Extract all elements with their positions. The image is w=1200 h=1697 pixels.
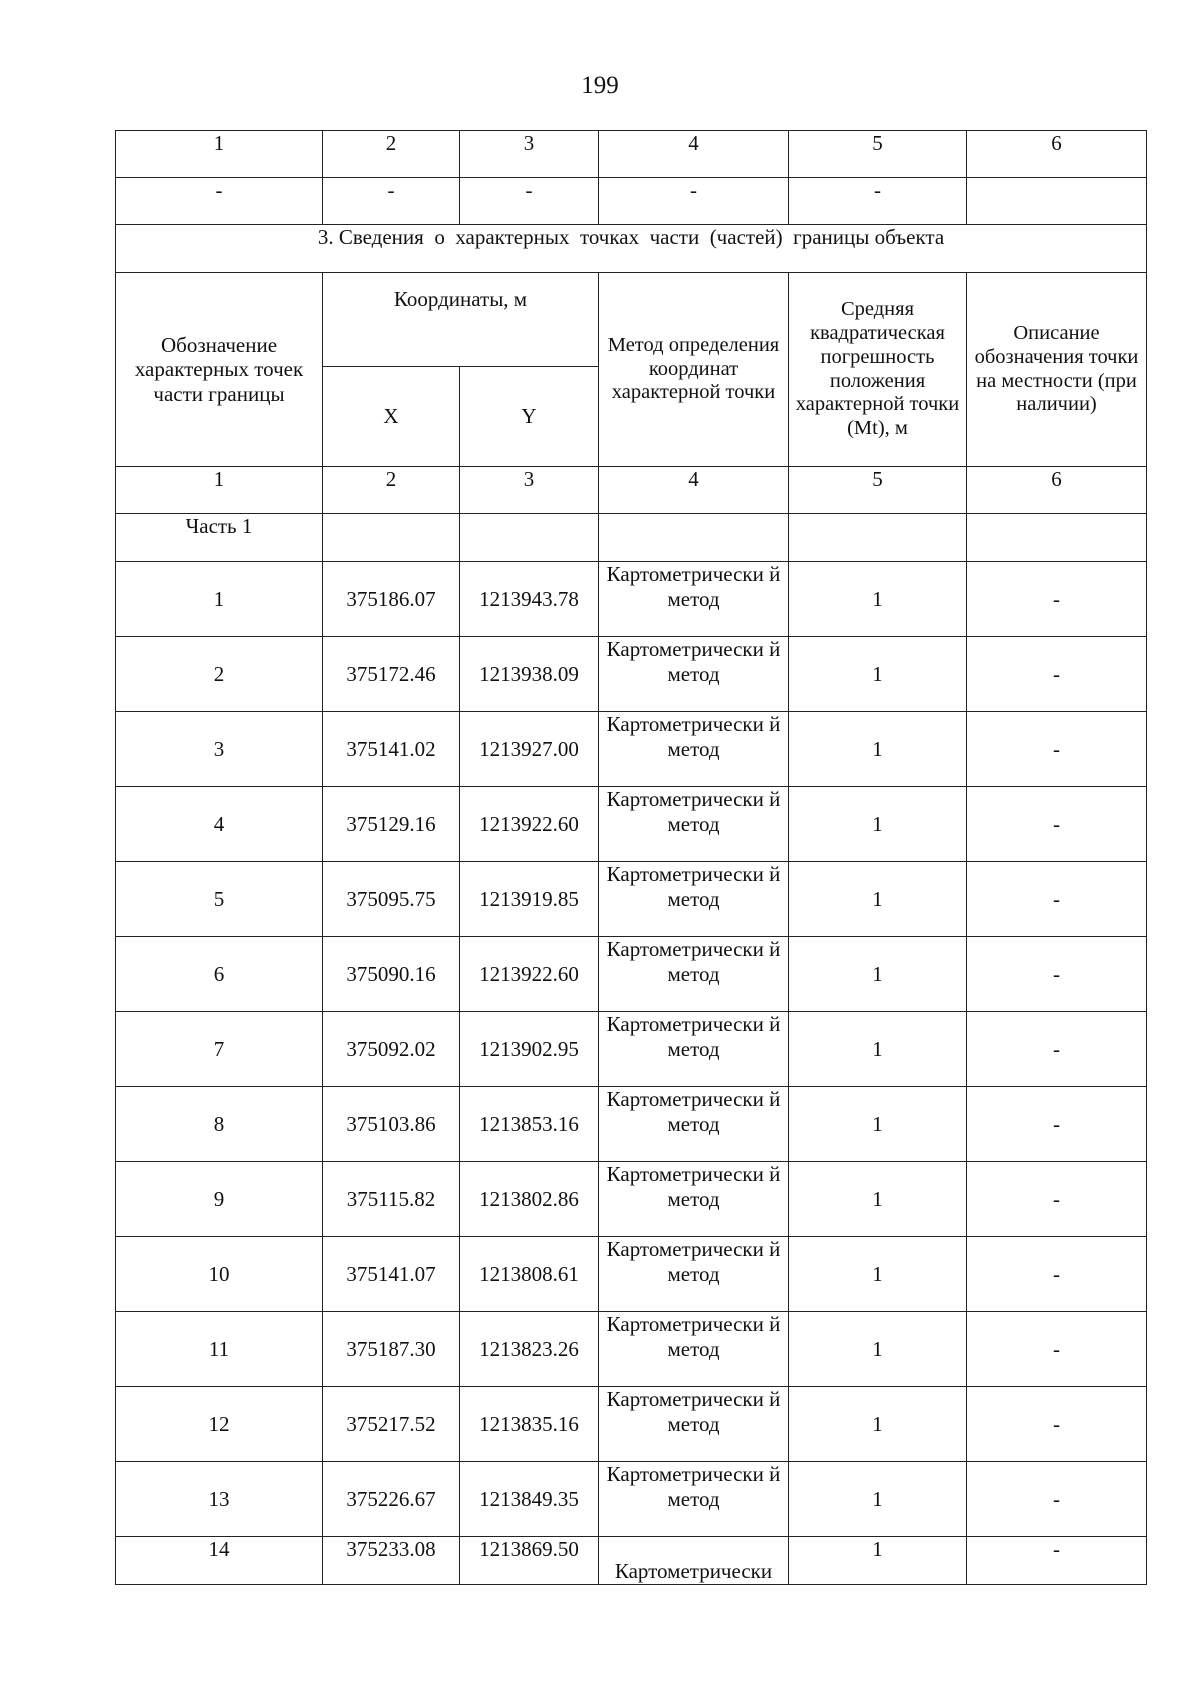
method: Картометрически й метод (599, 787, 789, 862)
method: Картометрически й метод (599, 1237, 789, 1312)
column-number: 5 (789, 467, 967, 514)
description: - (967, 1312, 1147, 1387)
method: Картометрически й метод (599, 1312, 789, 1387)
mt-error: 1 (789, 1237, 967, 1312)
table-row (116, 862, 1147, 937)
mt-error: 1 (789, 1162, 967, 1237)
dash-cell (967, 178, 1147, 225)
table-row (116, 1537, 1147, 1585)
method: Картометрически й метод (599, 1462, 789, 1537)
column-number: 6 (967, 131, 1147, 178)
coord-y: 1213922.60 (460, 787, 599, 862)
table-row (116, 1087, 1147, 1162)
empty-cell (789, 514, 967, 562)
point-number: 8 (116, 1087, 323, 1162)
column-number-row (116, 131, 1147, 178)
coord-x: 375233.08 (323, 1537, 460, 1585)
dash-cell: - (599, 178, 789, 225)
table-row (116, 787, 1147, 862)
column-number: 3 (460, 131, 599, 178)
point-number: 11 (116, 1312, 323, 1387)
coord-y: 1213869.50 (460, 1537, 599, 1585)
coord-x: 375095.75 (323, 862, 460, 937)
table-row (116, 1312, 1147, 1387)
coord-y: 1213922.60 (460, 937, 599, 1012)
method: Картометрически й метод (599, 937, 789, 1012)
mt-error: 1 (789, 937, 967, 1012)
point-number: 2 (116, 637, 323, 712)
column-number: 6 (967, 467, 1147, 514)
description: - (967, 562, 1147, 637)
coord-x: 375092.02 (323, 1012, 460, 1087)
table-row (116, 1462, 1147, 1537)
description: - (967, 1087, 1147, 1162)
dash-cell: - (116, 178, 323, 225)
coord-x: 375129.16 (323, 787, 460, 862)
description: - (967, 1537, 1147, 1585)
table-row (116, 637, 1147, 712)
method: Картометрически й метод (599, 1162, 789, 1237)
header-row-1 (116, 273, 1147, 367)
column-number: 2 (323, 467, 460, 514)
dash-cell: - (460, 178, 599, 225)
point-number: 5 (116, 862, 323, 937)
coord-x: 375090.16 (323, 937, 460, 1012)
boundary-points-table (115, 130, 1147, 1585)
method: Картометрически й метод (599, 712, 789, 787)
method: Картометрически й метод (599, 862, 789, 937)
column-number: 4 (599, 467, 789, 514)
mt-error: 1 (789, 862, 967, 937)
point-number: 4 (116, 787, 323, 862)
coord-y: 1213902.95 (460, 1012, 599, 1087)
coord-x: 375141.02 (323, 712, 460, 787)
column-number: 4 (599, 131, 789, 178)
description: - (967, 637, 1147, 712)
coord-y: 1213823.26 (460, 1312, 599, 1387)
coord-x: 375141.07 (323, 1237, 460, 1312)
method: Картометрически й метод (599, 1387, 789, 1462)
coord-x: 375103.86 (323, 1087, 460, 1162)
mt-error: 1 (789, 1312, 967, 1387)
mt-error: 1 (789, 1087, 967, 1162)
coord-y: 1213808.61 (460, 1237, 599, 1312)
mt-error: 1 (789, 1537, 967, 1585)
header-point-designation: Обозначение характерных точек части границы (116, 273, 323, 467)
point-number: 9 (116, 1162, 323, 1237)
point-number: 1 (116, 562, 323, 637)
table-row (116, 1387, 1147, 1462)
point-number: 12 (116, 1387, 323, 1462)
dash-cell: - (323, 178, 460, 225)
section-title: 3. Сведения о характерных точках части (частей) границы объекта (116, 225, 1147, 273)
coord-x: 375115.82 (323, 1162, 460, 1237)
dash-row (116, 178, 1147, 225)
column-number: 3 (460, 467, 599, 514)
method: Картометрически й метод (599, 637, 789, 712)
page-number: 199 (581, 72, 619, 99)
coord-y: 1213802.86 (460, 1162, 599, 1237)
column-number: 2 (323, 131, 460, 178)
table-row (116, 1162, 1147, 1237)
coord-y: 1213853.16 (460, 1087, 599, 1162)
empty-cell (967, 514, 1147, 562)
coord-y: 1213938.09 (460, 637, 599, 712)
section-title-row (116, 225, 1147, 273)
coord-y: 1213943.78 (460, 562, 599, 637)
header-x: X (323, 367, 460, 467)
header-error: Средняя квадратическая погрешность положения характерной точки (Mt), м (789, 273, 967, 467)
point-number: 3 (116, 712, 323, 787)
point-number: 6 (116, 937, 323, 1012)
mt-error: 1 (789, 787, 967, 862)
mt-error: 1 (789, 1387, 967, 1462)
coord-x: 375172.46 (323, 637, 460, 712)
method: Картометрически й метод (599, 1087, 789, 1162)
table-row (116, 937, 1147, 1012)
column-number: 1 (116, 131, 323, 178)
column-number-row (116, 467, 1147, 514)
mt-error: 1 (789, 1012, 967, 1087)
coord-x: 375217.52 (323, 1387, 460, 1462)
point-number: 10 (116, 1237, 323, 1312)
table-row (116, 1237, 1147, 1312)
header-y: Y (460, 367, 599, 467)
empty-cell (460, 514, 599, 562)
description: - (967, 1012, 1147, 1087)
dash-cell: - (789, 178, 967, 225)
table-row (116, 712, 1147, 787)
description: - (967, 1387, 1147, 1462)
description: - (967, 1462, 1147, 1537)
description: - (967, 937, 1147, 1012)
method: Картометрически (599, 1537, 789, 1585)
mt-error: 1 (789, 562, 967, 637)
description: - (967, 862, 1147, 937)
header-description: Описание обозначения точки на местности (при наличии) (967, 273, 1147, 467)
coord-x: 375226.67 (323, 1462, 460, 1537)
description: - (967, 712, 1147, 787)
point-number: 7 (116, 1012, 323, 1087)
description: - (967, 1237, 1147, 1312)
header-coordinates: Координаты, м (323, 273, 599, 367)
column-number: 5 (789, 131, 967, 178)
table-row (116, 562, 1147, 637)
mt-error: 1 (789, 637, 967, 712)
coord-y: 1213835.16 (460, 1387, 599, 1462)
part-label: Часть 1 (116, 514, 323, 562)
header-method: Метод определения координат характерной точки (599, 273, 789, 467)
coord-x: 375186.07 (323, 562, 460, 637)
mt-error: 1 (789, 712, 967, 787)
point-number: 14 (116, 1537, 323, 1585)
column-number: 1 (116, 467, 323, 514)
table-row (116, 1012, 1147, 1087)
description: - (967, 1162, 1147, 1237)
method: Картометрически й метод (599, 1012, 789, 1087)
empty-cell (323, 514, 460, 562)
coord-y: 1213927.00 (460, 712, 599, 787)
coord-x: 375187.30 (323, 1312, 460, 1387)
coord-y: 1213849.35 (460, 1462, 599, 1537)
empty-cell (599, 514, 789, 562)
part-row (116, 514, 1147, 562)
description: - (967, 787, 1147, 862)
point-number: 13 (116, 1462, 323, 1537)
mt-error: 1 (789, 1462, 967, 1537)
method: Картометрически й метод (599, 562, 789, 637)
coord-y: 1213919.85 (460, 862, 599, 937)
